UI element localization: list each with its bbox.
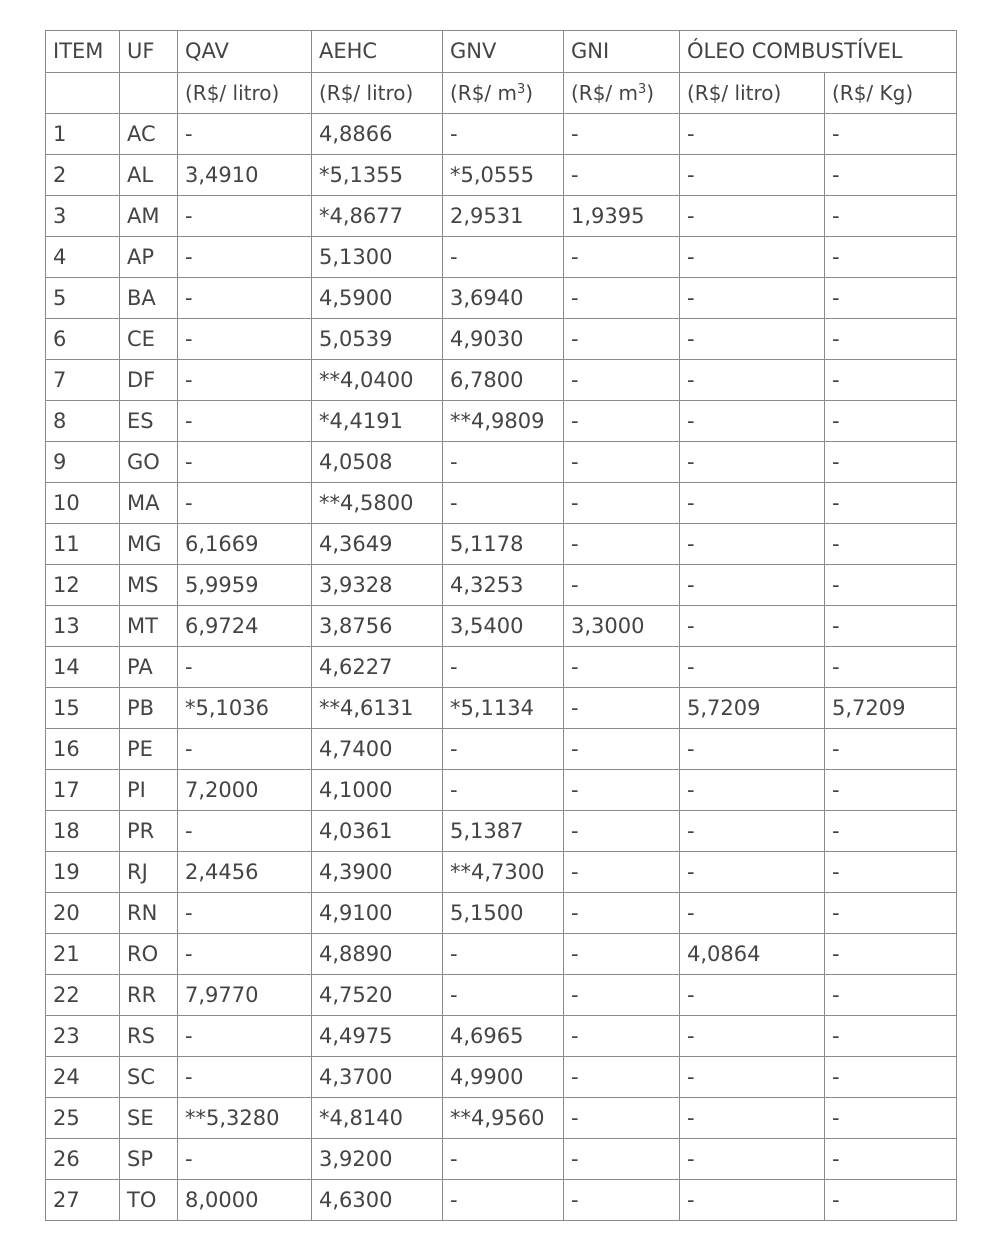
cell-item: 25	[46, 1098, 120, 1139]
cell-aehc: 4,7400	[312, 729, 443, 770]
cell-item: 1	[46, 114, 120, 155]
cell-uf: MG	[120, 524, 178, 565]
cell-uf: MS	[120, 565, 178, 606]
cell-oleo-kg: -	[825, 319, 957, 360]
cell-item: 20	[46, 893, 120, 934]
cell-oleo-kg: -	[825, 114, 957, 155]
cell-oleo-litro: -	[680, 1098, 825, 1139]
cell-gni: -	[564, 114, 680, 155]
header-aehc: AEHC	[312, 31, 443, 73]
cell-oleo-litro: -	[680, 565, 825, 606]
cell-oleo-litro: -	[680, 196, 825, 237]
cell-oleo-kg: -	[825, 852, 957, 893]
table-row	[46, 237, 957, 278]
cell-qav: -	[178, 278, 312, 319]
cell-oleo-litro: -	[680, 483, 825, 524]
cell-uf: PE	[120, 729, 178, 770]
cell-qav: *5,1036	[178, 688, 312, 729]
cell-aehc: 4,5900	[312, 278, 443, 319]
header-gni: GNI	[564, 31, 680, 73]
cell-oleo-litro: -	[680, 319, 825, 360]
unit-uf	[120, 73, 178, 114]
cell-aehc: 4,3700	[312, 1057, 443, 1098]
cell-aehc: *4,4191	[312, 401, 443, 442]
cell-uf: MA	[120, 483, 178, 524]
cell-uf: RO	[120, 934, 178, 975]
cell-uf: BA	[120, 278, 178, 319]
cell-aehc: 4,7520	[312, 975, 443, 1016]
cell-gni: -	[564, 237, 680, 278]
cell-gni: -	[564, 934, 680, 975]
cell-gni: -	[564, 1098, 680, 1139]
unit-oleo-kg: (R$/ Kg)	[825, 73, 957, 114]
cell-oleo-kg: -	[825, 155, 957, 196]
cell-aehc: 4,8890	[312, 934, 443, 975]
cell-qav: -	[178, 934, 312, 975]
cell-aehc: 4,3649	[312, 524, 443, 565]
cell-gni: -	[564, 893, 680, 934]
cell-qav: 6,1669	[178, 524, 312, 565]
cell-uf: GO	[120, 442, 178, 483]
cell-oleo-litro: -	[680, 155, 825, 196]
cell-oleo-kg: -	[825, 565, 957, 606]
cell-oleo-litro: 4,0864	[680, 934, 825, 975]
cell-uf: ES	[120, 401, 178, 442]
cell-item: 13	[46, 606, 120, 647]
cell-gnv: 6,7800	[443, 360, 564, 401]
cell-item: 27	[46, 1180, 120, 1221]
cell-qav: -	[178, 647, 312, 688]
unit-qav: (R$/ litro)	[178, 73, 312, 114]
cell-oleo-kg: -	[825, 360, 957, 401]
cell-qav: -	[178, 729, 312, 770]
cell-qav: -	[178, 811, 312, 852]
cell-aehc: 4,1000	[312, 770, 443, 811]
cell-qav: -	[178, 483, 312, 524]
cell-oleo-kg: -	[825, 647, 957, 688]
cell-gnv: **4,9809	[443, 401, 564, 442]
cell-oleo-kg: -	[825, 975, 957, 1016]
table-row	[46, 606, 957, 647]
cell-gni: 3,3000	[564, 606, 680, 647]
fuel-price-table	[45, 30, 957, 1221]
table-row	[46, 196, 957, 237]
cell-oleo-kg: -	[825, 1180, 957, 1221]
cell-item: 17	[46, 770, 120, 811]
cell-gnv: 5,1500	[443, 893, 564, 934]
table-row	[46, 934, 957, 975]
cell-aehc: *5,1355	[312, 155, 443, 196]
cell-oleo-litro: -	[680, 975, 825, 1016]
table-row	[46, 1057, 957, 1098]
cell-qav: 3,4910	[178, 155, 312, 196]
cell-oleo-litro: -	[680, 606, 825, 647]
cell-oleo-kg: -	[825, 278, 957, 319]
cell-qav: -	[178, 319, 312, 360]
unit-oleo-litro: (R$/ litro)	[680, 73, 825, 114]
cell-oleo-kg: -	[825, 524, 957, 565]
cell-gnv: 2,9531	[443, 196, 564, 237]
cell-gni: -	[564, 360, 680, 401]
cell-gni: -	[564, 811, 680, 852]
cell-gni: -	[564, 1139, 680, 1180]
cell-oleo-litro: -	[680, 401, 825, 442]
cell-qav: -	[178, 1016, 312, 1057]
cell-uf: AM	[120, 196, 178, 237]
table-row	[46, 524, 957, 565]
cell-gni: -	[564, 278, 680, 319]
unit-gni-prefix: (R$/ m	[571, 81, 639, 105]
cell-uf: AC	[120, 114, 178, 155]
cell-oleo-kg: -	[825, 811, 957, 852]
cell-gnv: *5,1134	[443, 688, 564, 729]
header-qav: QAV	[178, 31, 312, 73]
cell-oleo-kg: -	[825, 401, 957, 442]
cell-item: 9	[46, 442, 120, 483]
header-item: ITEM	[46, 31, 120, 73]
cell-aehc: 3,8756	[312, 606, 443, 647]
cell-gni: -	[564, 401, 680, 442]
cell-aehc: 4,9100	[312, 893, 443, 934]
cell-qav: -	[178, 196, 312, 237]
cell-item: 10	[46, 483, 120, 524]
cell-oleo-kg: -	[825, 483, 957, 524]
cell-uf: RN	[120, 893, 178, 934]
cell-oleo-litro: -	[680, 442, 825, 483]
cell-oleo-litro: -	[680, 1016, 825, 1057]
cell-oleo-kg: -	[825, 196, 957, 237]
cell-uf: RR	[120, 975, 178, 1016]
cell-aehc: 4,6300	[312, 1180, 443, 1221]
cell-gni: -	[564, 647, 680, 688]
cell-item: 8	[46, 401, 120, 442]
unit-gni-sup: 3	[638, 82, 647, 97]
cell-uf: PR	[120, 811, 178, 852]
cell-qav: -	[178, 1057, 312, 1098]
cell-gnv: 4,3253	[443, 565, 564, 606]
cell-gnv: 3,6940	[443, 278, 564, 319]
cell-aehc: 4,4975	[312, 1016, 443, 1057]
table-row	[46, 647, 957, 688]
cell-item: 12	[46, 565, 120, 606]
cell-gnv: 4,9900	[443, 1057, 564, 1098]
cell-oleo-kg: -	[825, 770, 957, 811]
cell-gnv: *5,0555	[443, 155, 564, 196]
cell-qav: -	[178, 360, 312, 401]
cell-aehc: **4,0400	[312, 360, 443, 401]
table-row	[46, 729, 957, 770]
cell-gnv: -	[443, 647, 564, 688]
cell-gni: -	[564, 688, 680, 729]
unit-aehc: (R$/ litro)	[312, 73, 443, 114]
header-uf: UF	[120, 31, 178, 73]
cell-uf: MT	[120, 606, 178, 647]
cell-item: 3	[46, 196, 120, 237]
cell-oleo-kg: -	[825, 934, 957, 975]
table-row	[46, 770, 957, 811]
cell-item: 24	[46, 1057, 120, 1098]
cell-gni: -	[564, 565, 680, 606]
cell-oleo-kg: -	[825, 237, 957, 278]
header-oleo-combustivel: ÓLEO COMBUSTÍVEL	[680, 31, 957, 73]
cell-gni: -	[564, 442, 680, 483]
cell-uf: DF	[120, 360, 178, 401]
cell-gnv: 5,1178	[443, 524, 564, 565]
cell-item: 7	[46, 360, 120, 401]
cell-aehc: 4,0361	[312, 811, 443, 852]
header-gnv: GNV	[443, 31, 564, 73]
cell-qav: -	[178, 401, 312, 442]
cell-gni: -	[564, 483, 680, 524]
cell-gnv: **4,7300	[443, 852, 564, 893]
cell-uf: SP	[120, 1139, 178, 1180]
cell-aehc: **4,5800	[312, 483, 443, 524]
cell-aehc: 4,8866	[312, 114, 443, 155]
cell-qav: **5,3280	[178, 1098, 312, 1139]
cell-gni: -	[564, 524, 680, 565]
cell-oleo-kg: -	[825, 1139, 957, 1180]
table-row	[46, 442, 957, 483]
cell-qav: 5,9959	[178, 565, 312, 606]
cell-qav: -	[178, 114, 312, 155]
cell-gni: -	[564, 729, 680, 770]
cell-oleo-kg: -	[825, 442, 957, 483]
cell-gni: -	[564, 852, 680, 893]
cell-item: 5	[46, 278, 120, 319]
cell-aehc: *4,8140	[312, 1098, 443, 1139]
table-row	[46, 1180, 957, 1221]
cell-oleo-litro: -	[680, 360, 825, 401]
table-row	[46, 811, 957, 852]
cell-oleo-litro: -	[680, 1139, 825, 1180]
cell-uf: PA	[120, 647, 178, 688]
unit-gnv-prefix: (R$/ m	[450, 81, 518, 105]
cell-qav: -	[178, 1139, 312, 1180]
cell-gnv: -	[443, 237, 564, 278]
cell-aehc: 3,9328	[312, 565, 443, 606]
cell-gni: -	[564, 1057, 680, 1098]
table-header-row	[46, 31, 957, 73]
table-row	[46, 975, 957, 1016]
unit-gnv-sup: 3	[517, 82, 526, 97]
cell-oleo-litro: -	[680, 647, 825, 688]
cell-aehc: 5,1300	[312, 237, 443, 278]
cell-oleo-litro: -	[680, 114, 825, 155]
cell-item: 4	[46, 237, 120, 278]
table-row	[46, 401, 957, 442]
cell-gnv: -	[443, 483, 564, 524]
unit-gnv-suffix: )	[525, 81, 534, 105]
cell-gnv: 4,6965	[443, 1016, 564, 1057]
cell-item: 22	[46, 975, 120, 1016]
cell-oleo-litro: -	[680, 770, 825, 811]
cell-oleo-litro: -	[680, 1180, 825, 1221]
table-row	[46, 360, 957, 401]
cell-aehc: 4,6227	[312, 647, 443, 688]
cell-qav: 6,9724	[178, 606, 312, 647]
table-row	[46, 319, 957, 360]
cell-oleo-kg: -	[825, 1057, 957, 1098]
cell-aehc: 4,3900	[312, 852, 443, 893]
cell-qav: 7,9770	[178, 975, 312, 1016]
cell-oleo-litro: -	[680, 278, 825, 319]
table-row	[46, 114, 957, 155]
cell-oleo-kg: -	[825, 893, 957, 934]
cell-aehc: 5,0539	[312, 319, 443, 360]
cell-oleo-kg: 5,7209	[825, 688, 957, 729]
cell-uf: PB	[120, 688, 178, 729]
cell-qav: -	[178, 442, 312, 483]
cell-qav: 7,2000	[178, 770, 312, 811]
cell-oleo-litro: 5,7209	[680, 688, 825, 729]
cell-uf: SE	[120, 1098, 178, 1139]
cell-qav: -	[178, 893, 312, 934]
cell-oleo-kg: -	[825, 729, 957, 770]
unit-gni	[564, 73, 680, 114]
unit-gnv	[443, 73, 564, 114]
cell-item: 15	[46, 688, 120, 729]
cell-uf: CE	[120, 319, 178, 360]
cell-item: 18	[46, 811, 120, 852]
cell-gnv: **4,9560	[443, 1098, 564, 1139]
cell-oleo-kg: -	[825, 606, 957, 647]
cell-uf: RS	[120, 1016, 178, 1057]
cell-item: 11	[46, 524, 120, 565]
cell-oleo-litro: -	[680, 811, 825, 852]
cell-gnv: -	[443, 1180, 564, 1221]
cell-qav: -	[178, 237, 312, 278]
cell-oleo-kg: -	[825, 1016, 957, 1057]
cell-item: 16	[46, 729, 120, 770]
cell-oleo-litro: -	[680, 893, 825, 934]
cell-gni: -	[564, 975, 680, 1016]
cell-oleo-kg: -	[825, 1098, 957, 1139]
cell-qav: 8,0000	[178, 1180, 312, 1221]
cell-gnv: -	[443, 114, 564, 155]
cell-aehc: 3,9200	[312, 1139, 443, 1180]
cell-qav: 2,4456	[178, 852, 312, 893]
cell-gnv: 3,5400	[443, 606, 564, 647]
cell-item: 26	[46, 1139, 120, 1180]
table-row	[46, 1098, 957, 1139]
table-row	[46, 1016, 957, 1057]
cell-item: 21	[46, 934, 120, 975]
cell-item: 14	[46, 647, 120, 688]
cell-gnv: -	[443, 1139, 564, 1180]
table-row	[46, 565, 957, 606]
cell-gnv: -	[443, 442, 564, 483]
cell-item: 19	[46, 852, 120, 893]
table-row	[46, 852, 957, 893]
cell-gni: -	[564, 155, 680, 196]
cell-gnv: 4,9030	[443, 319, 564, 360]
cell-uf: PI	[120, 770, 178, 811]
cell-gni: -	[564, 770, 680, 811]
cell-uf: AL	[120, 155, 178, 196]
table-unit-row	[46, 73, 957, 114]
cell-uf: RJ	[120, 852, 178, 893]
cell-oleo-litro: -	[680, 524, 825, 565]
cell-item: 23	[46, 1016, 120, 1057]
cell-aehc: *4,8677	[312, 196, 443, 237]
table-row	[46, 483, 957, 524]
table-row	[46, 893, 957, 934]
table-row	[46, 155, 957, 196]
cell-gni: -	[564, 319, 680, 360]
cell-gni: -	[564, 1016, 680, 1057]
cell-gnv: -	[443, 770, 564, 811]
cell-oleo-litro: -	[680, 1057, 825, 1098]
cell-uf: AP	[120, 237, 178, 278]
cell-oleo-litro: -	[680, 729, 825, 770]
unit-item	[46, 73, 120, 114]
cell-item: 2	[46, 155, 120, 196]
unit-gni-suffix: )	[646, 81, 655, 105]
cell-aehc: **4,6131	[312, 688, 443, 729]
cell-gnv: -	[443, 975, 564, 1016]
cell-gnv: 5,1387	[443, 811, 564, 852]
cell-gni: -	[564, 1180, 680, 1221]
table-row	[46, 688, 957, 729]
cell-item: 6	[46, 319, 120, 360]
cell-aehc: 4,0508	[312, 442, 443, 483]
cell-gni: 1,9395	[564, 196, 680, 237]
cell-uf: SC	[120, 1057, 178, 1098]
cell-gnv: -	[443, 934, 564, 975]
table-row	[46, 278, 957, 319]
cell-oleo-litro: -	[680, 852, 825, 893]
table-row	[46, 1139, 957, 1180]
cell-uf: TO	[120, 1180, 178, 1221]
cell-oleo-litro: -	[680, 237, 825, 278]
cell-gnv: -	[443, 729, 564, 770]
